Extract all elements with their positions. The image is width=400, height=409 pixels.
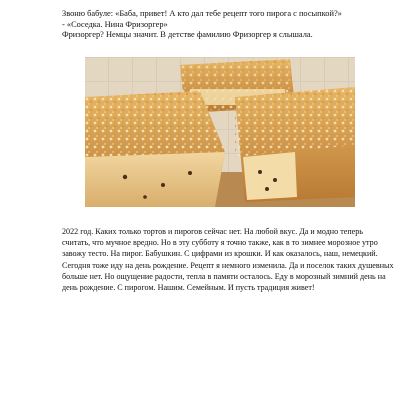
- pie-illustration: [85, 57, 355, 207]
- pie-photo: [85, 57, 355, 207]
- intro-line: - «Соседка. Нина Фризоргер»: [62, 19, 168, 29]
- intro-line: Фризоргер? Немцы значит. В детстве фамилию Фризоргер я слышала.: [62, 30, 313, 39]
- intro-dialogue: [62, 9, 382, 41]
- paragraph-line: завожу тесто. На пирог. Бабушкин. С цифрами из крошки. И как оказалось, наш, немецкий.: [62, 249, 378, 259]
- paragraph-line: день рождение. С пирогом. Нашим. Семейным. И пусть традиция живет!: [62, 283, 315, 293]
- intro-line: Звоню бабуле: «Баба, привет! А кто дал тебе рецепт того пирога с посыпкой?»: [62, 9, 342, 18]
- main-paragraph: [62, 226, 394, 293]
- paragraph-line: [62, 226, 378, 237]
- paragraph-line: считать, что мучное вредно. Но в эту субботу я точно также, как в то зимнее морозное утро: [62, 238, 378, 248]
- paragraph-line: больше нет. Но ощущение радости, тепла в памяти осталось. Еду в морозный зимний день на: [62, 271, 386, 281]
- paragraph-line: Сегодня тоже иду на день рождение. Рецепт я немного изменила. Да и поселок таких душевных: [62, 260, 394, 270]
- paragraph-line-text: 2022 год. Каких только тортов и пирогов сейчас нет. На любой вкус. Да и модно теперь: [62, 227, 364, 236]
